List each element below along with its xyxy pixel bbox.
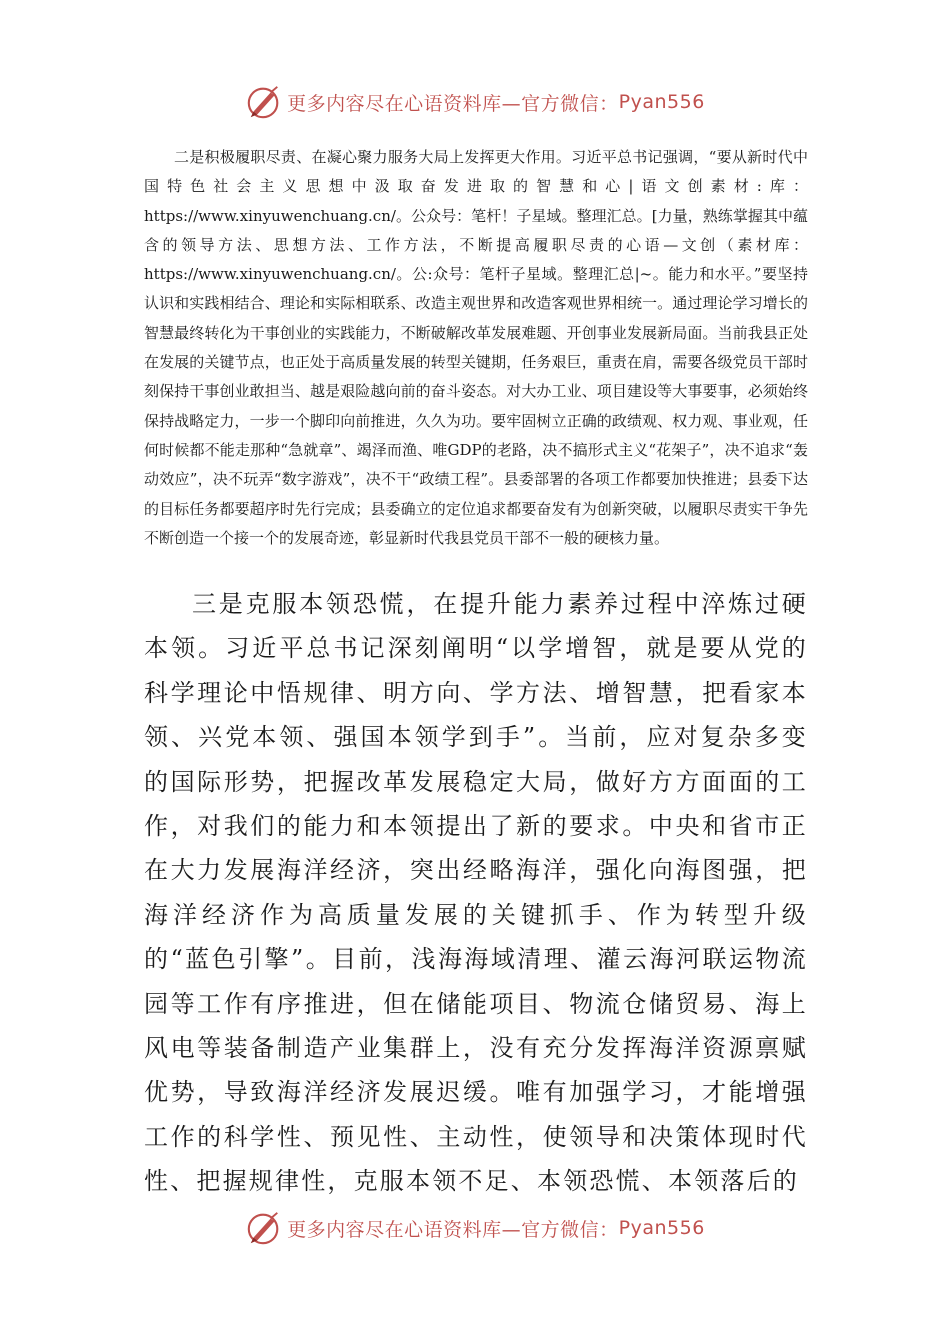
header-banner-id: Pyan556 — [618, 91, 705, 113]
footer-banner — [0, 1208, 950, 1248]
pen-logo-icon — [245, 1209, 283, 1247]
header-banner — [0, 82, 950, 122]
footer-banner-text: 更多内容尽在心语资料库—官方微信： — [287, 1218, 619, 1241]
pen-logo-icon — [245, 83, 283, 121]
paragraph-2: 三是克服本领恐慌，在提升能力素养过程中淬炼过硬本领。习近平总书记深刻阐明“以学增智，就是要从党的科学理论中悟规律、明方向、学方法、增智慧，把看家本领、兴党本领、强国本领学到手”。当前，应对复杂多变的国际形势，把握改革发展稳定大局，做好方方面面的工作，对我们的能力和本领提出了新的要求。中央和省市正在大力发展海洋经济，突出经略海洋，强化向海图强，把海洋经济作为高质量发展的关键抓手、作为转型升级的“蓝色引擎”。目前，浅海海域清理、灌云海河联运物流园等工作有序推进，但在储能项目、物流仓储贸易、海上风电等装备制造产业集群上，没有充分发挥海洋资源禀赋优势，导致海洋经济发展迟缓。唯有加强学习，才能增强工作的科学性、预见性、主动性，使领导和决策体现时代性、把握规律性，克服本领不足、本领恐慌、本领落后的 — [144, 590, 808, 1196]
paragraph-1: 二是积极履职尽责、在凝心聚力服务大局上发挥更大作用。习近平总书记强调，“要从新时代中国特色社会主义思想中汲取奋发进取的智慧和心|语文创素材:库：https://www.xinyuwenchuang.cn/。公众号：笔杆！子星域。整理汇总。[力量，熟练掌握其中蕴含的领导方法、思想方法、工作方法，不断提高履职尽责的心语—文创（素材库：https://www.xinyuwenchuang.cn/。公:众号：笔杆子星域。整理汇总|~。能力和水平。”要坚持认识和实践相结合、理论和实际相联系、改造主观世界和改造客观世界相统一。通过理论学习增长的智慧最终转化为干事创业的实践能力，不断破解改革发展难题、开创事业发展新局面。当前我县正处在发展的关键节点，也正处于高质量发展的转型关键期，任务艰巨，重责在肩，需要各级党员干部时刻保持干事创业敢担当、越是艰险越向前的奋斗姿态。对大办工业、项目建设等大事要事，必须始终保持战略定力，一步一个脚印向前推进，久久为功。要牢固树立正确的政绩观、权力观、事业观，任何时候都不能走那种“急就章”、竭泽而渔、唯GDP的老路，决不搞形式主义“花架子”，决不追求“轰动效应”，决不玩弄“数字游戏”，决不干“政绩工程”。县委部署的各项工作都要加快推进；县委下达的目标任务都要超序时先行完成；县委确立的定位追求都要奋发有为创新突破，以履职尽责实干争先不断创造一个接一个的发展奇迹，彰显新时代我县党员干部不一般的硬核力量。 — [144, 148, 808, 547]
footer-banner-id: Pyan556 — [618, 1217, 705, 1239]
header-banner-text: 更多内容尽在心语资料库—官方微信： — [287, 92, 619, 115]
